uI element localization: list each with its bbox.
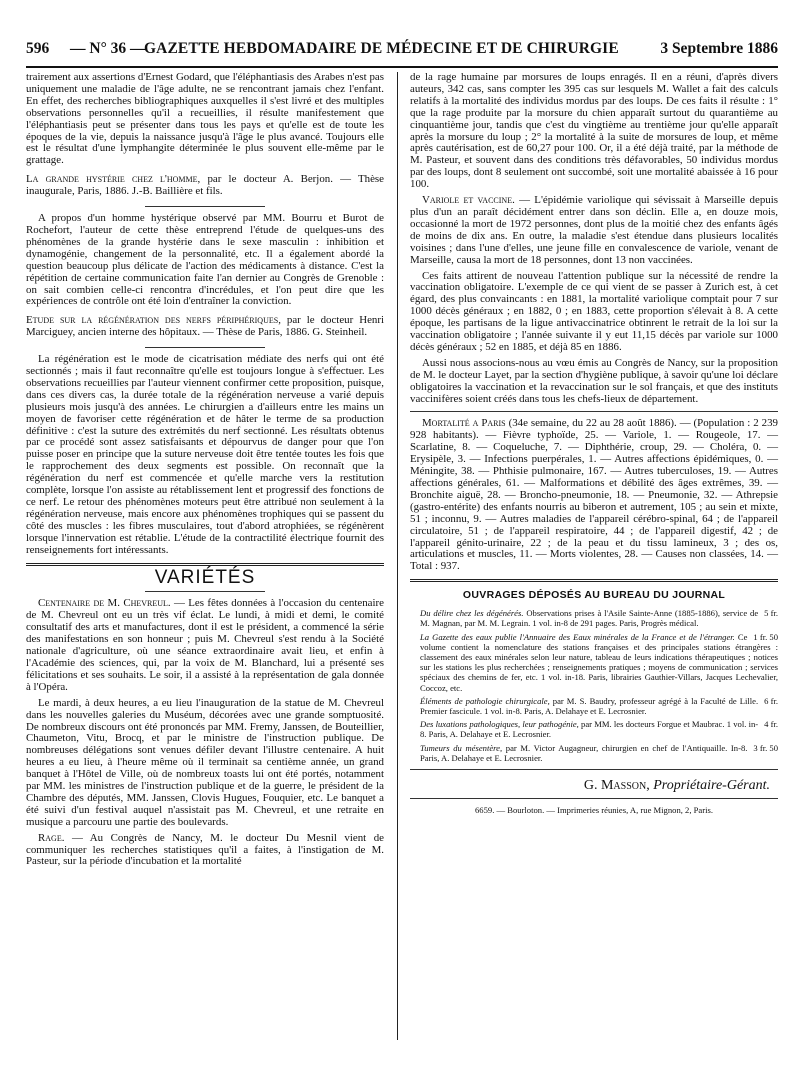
paragraph-congres-nancy: Aussi nous associons-nous au vœu émis au Congrès de Nancy, sur la proposition de M. le docteur Layet, par la section d'hygiène publique, à savoir qu'une loi déclare obligatoires la vaccination et la revaccination sur le sol français, et que des instituts vaccinifères soient créés dans tous les chefs-lieux de département. bbox=[410, 356, 778, 405]
paragraph-regeneration: La régénération est le mode de cicatrisation médiate des nerfs qui ont été sectionnés ; mais il faut reconnaître qu'elle est toujours longue à s'effectuer. Les observations recueillies par l'auteur viennent confirmer cette proposition, puisque, dans ces divers cas, la durée totale de la régénération nerveuse a varié depuis plusieurs mois jusqu'à des années. Le chirurgien a d'ailleurs entre les mains un moyen de favoriser cette régénération et de hâter le terme de sa production définitive : c'est la suture des extrémités du nerf sectionné. Les résultats obtenus par ce procédé sont assez satisfaisants et dépourvus de danger pour que l'on puisse poser en principe que la suture nerveuse doit être tentée toutes les fois que le rapprochement des deux segments est possible. On reconnaît que la régénération du nerf est commencée et qu'elle marche vers la restitution complète, lorsque l'on assiste au rétablissement lent et progressif des fonctions de ce nerf. Le retour des phénomènes moteurs peut être attribué non seulement à la régénération nerveuse, mais encore aux phénomènes trophiques qui se passent du côté des muscles : les fibres musculaires, tout d'abord atrophiées, se régénèrent lorsque l'innervation est rétablie. L'étude de la contractilité électrique fournit des renseignements fort intéressants. bbox=[26, 353, 384, 556]
signature-name: G. Masson, bbox=[583, 778, 650, 793]
paragraph-rage bbox=[26, 833, 384, 869]
separator-rule bbox=[145, 206, 265, 207]
rubric-chevreul: Centenaire de M. Chevreul. bbox=[38, 597, 171, 610]
paragraph-zurich: Ces faits attirent de nouveau l'attention publique sur la nécessité de rendre la vaccination obligatoire. L'exemple de ce qui vient de se passer à Zurich est, à cet égard, des plus convaincants : en 1881, la mortalité variolique comptait pour 7 sur 1000 décès généraux ; en 1882, 0 ; en 1883, cette proportion s'élevait à 8. A cette époque, les partisans de la ligue antivaccinatrice obtinrent le retrait de la loi sur la vaccination obligatoire ; l'année suivante il y eut 11,15 décès par variole sur 1000 décès généraux ; 52 en 1885, et déjà 85 en 1886. bbox=[410, 269, 778, 353]
rubric-mortalite: Mortalité a Paris bbox=[422, 417, 506, 430]
book-entry bbox=[410, 719, 778, 739]
paragraph-mortalite bbox=[410, 418, 778, 573]
column-separator bbox=[397, 72, 398, 1040]
review-marciguey bbox=[26, 315, 384, 339]
book-entry bbox=[410, 696, 778, 716]
paragraph-hysterie: A propos d'un homme hystérique observé par MM. Bourru et Burot de Rochefort, l'auteur de cette thèse entreprend l'étude de quelques-uns des phénomènes de la grande hystérie dans le sexe masculin : inhibition et dynamogénie, changement de la personnalité, etc. Il a également abordé la question beaucoup plus délicate de l'action des médicaments à distance. C'est la répétition de certaine communication faite l'an dernier au Congrès de Grenoble : on sait combien celle-ci rencontra d'incrédules, et l'on peut dire que les expériences de contrôle ont été loin d'entraîner la conviction. bbox=[26, 212, 384, 308]
rubric-rage: Rage. bbox=[38, 831, 65, 844]
signature bbox=[410, 780, 770, 792]
section-title-ouvrages: OUVRAGES DÉPOSÉS AU BUREAU DU JOURNAL bbox=[462, 589, 726, 602]
paragraph-chevreul-mardi: Le mardi, à deux heures, a eu lieu l'inauguration de la statue de M. Chevreul dans les nouvelles galeries du Muséum, décorées avec une grande somptuosité. De nombreux discours ont été prononcés par MM. Fremy, Janssen, de Bouteillier, Chaumeton, Vitu, Brocq, et par le ministre de l'instruction publique. De nombreuses délégations sont venues défiler devant l'illustre centenaire. A huit heures a eu lieu, à l'heure même où il terminait sa centième année, un grand banquet à l'Hôtel de Ville, où de nombreux toasts lui ont été portés, notamment par MM. les ministres de l'instruction publique et de la guerre, le président de la Chambre des députés, MM. Janssen, Clovis Hugues, Fouquier, etc. Le banquet a été suivi d'un festival auquel n'assistait pas M. Chevreul, et une retraite en musique a parcouru une partie des boulevards. bbox=[26, 696, 384, 828]
issue-number: — N° 36 — bbox=[70, 40, 146, 57]
paragraph-elephantiasis: trairement aux assertions d'Ernest Godard, que l'éléphantiasis des Arabes n'est pas uniquement une maladie de l'âge adulte, ne se rencontrant jamais chez l'enfant. En effet, des recherches bibliographiques auxquelles il s'est livré et des multiples observations personnelles qu'il a recueillies, il résulte manifestement que l'éléphantiasis peut se présenter dans tous les pays et qu'elle est de toute les époques de la vie, depuis la naissance jusqu'à l'âge le plus avancé. Toujours elle est le résultat d'une lymphangite déterminée le plus souvent elle-même par le grattage. bbox=[26, 71, 384, 167]
book-details: Observations prises à l'Asile Sainte-Anne (1885-1886), service de M. Magnan, par M. M. Legrain. 1 vol. in-8 de 291 pages. Paris, Progrès médical. bbox=[420, 608, 759, 629]
separator-rule bbox=[145, 591, 265, 592]
paragraph-variole bbox=[410, 195, 778, 266]
review-marciguey-details: par le docteur Henri Marciguey, ancien interne des hôpitaux. — Thèse de Paris, 1886. G. Steinheil. bbox=[26, 314, 384, 339]
paragraph-chevreul bbox=[26, 598, 384, 693]
book-details: par M. Victor Augagneur, chirurgien en chef de l'Antiquaille. In-8. Paris, A. Delahaye et E. Lecrosnier. bbox=[420, 742, 748, 763]
separator-rule bbox=[410, 798, 778, 799]
signature-role: Propriétaire-Gérant. bbox=[649, 778, 770, 793]
text-mortalite: (34e semaine, du 22 au 28 août 1886). — (Population : 2 239 928 habitants). — Fièvre typhoïde, 25. — Variole, 1. — Rougeole, 17. — Scarlatine, 8. — Coqueluche, 7. — Diphthérie, croup, 29. — Choléra, 0. — Erysipèle, 3. — Infections puerpérales, 1. — Autres affections épidémiques, 0. — Méningite, 38. — Phthisie pulmonaire, 167. — Autres tuberculoses, 19. — Autres affections générales, 61. — Malformations et débilité des âges extrêmes, 39. — Bronchite aiguë, 28. — Broncho-pneumonie, 18. — Pneumonie, 32. — Athrepsie (gastro-entérite) des enfants nourris au biberon et autrement, 105 ; au sein et mixte, 51 ; inconnu, 9. — Autres maladies de l'appareil cérébro-spinal, 64 ; de l'appareil circulatoire, 51 ; de l'appareil respiratoire, 44 ; de l'appareil digestif, 42 ; de l'appareil génito-urinaire, 22 ; de la peau et du tissu lamineux, 3 ; des os, articulations et muscles, 11. — Morts violentes, 28. — Causes non classées, 14. — Total : 937. bbox=[410, 417, 778, 573]
book-title: Des luxations pathologiques, leur pathogénie, bbox=[420, 719, 579, 730]
book-list bbox=[410, 608, 778, 763]
separator-rule bbox=[410, 411, 778, 412]
book-price: 6 fr. bbox=[764, 695, 778, 706]
book-title: Du délire chez les dégénérés. bbox=[420, 608, 524, 619]
journal-title: GAZETTE HEBDOMADAIRE DE MÉDECINE ET DE CHIRURGIE bbox=[144, 40, 619, 57]
book-price: 5 fr. bbox=[764, 608, 778, 619]
section-double-rule bbox=[26, 563, 384, 566]
review-berjon bbox=[26, 174, 384, 198]
book-price: 3 fr. 50 bbox=[753, 742, 778, 753]
section-title-varietes: VARIÉTÉS bbox=[154, 566, 256, 588]
text-rage: — Au Congrès de Nancy, M. le docteur Du Mesnil vient de communiquer les recherches statistiques qu'il a faites, à l'instigation de M. Pasteur, sur la période d'incubation et la mortalité bbox=[26, 831, 384, 868]
left-column bbox=[26, 72, 384, 872]
review-berjon-title: La grande hystérie chez l'homme, bbox=[26, 173, 201, 186]
page-header bbox=[26, 34, 778, 64]
book-title: Éléments de pathologie chirurgicale, bbox=[420, 695, 550, 706]
review-marciguey-title: Etude sur la régénération des nerfs périphériques, bbox=[26, 314, 281, 327]
book-details: par MM. les docteurs Forgue et Maubrac. 1 vol. in-8. Paris, A. Delahaye et E. Lecrosnier. bbox=[420, 719, 759, 740]
text-chevreul: — Les fêtes données à l'occasion du centenaire de M. Chevreul ont eu un très vif éclat. Le lundi, à midi et demi, le comité consultatif des arts et manufactures, dont il est le président, a commencé la série des manifestations en son honneur ; puis M. Chevreul s'est rendu à la Société nationale d'agriculture, où une séance extraordinaire avait lieu, et enfin à l'Académie des sciences, qui, par la voix de M. Blanchard, lui a présenté ses félicitations et ses souhaits. Le soir, il a assisté à la représentation de gala donnée à l'Opéra. bbox=[26, 597, 384, 693]
review-berjon-details: par le docteur A. Berjon. — Thèse inaugurale, Paris, 1886. J.-B. Baillière et fils. bbox=[26, 173, 384, 198]
book-price: 4 fr. bbox=[764, 719, 778, 730]
book-title: La Gazette des eaux publie l'Annuaire des Eaux minérales de la France et de l'étranger. bbox=[420, 631, 735, 642]
section-double-rule bbox=[410, 579, 778, 582]
separator-rule bbox=[145, 347, 265, 348]
issue-date: 3 Septembre 1886 bbox=[660, 40, 778, 57]
book-details: Ce volume contient la nomenclature des stations françaises et des principales stations étrangères : classement des eaux minérales selon leur nature, tableau de leurs indications thérapeutiques ; notices sur les stations les plus recherchées ; renseignements pratiques ; moyens de communication ; services spéciaux des chemins de fer, etc. 1 vol. in-18. Paris, librairies Gauthier-Villars, Jacques Lechevalier, Coccoz, etc. bbox=[420, 631, 778, 693]
separator-rule bbox=[410, 769, 778, 770]
book-details: par M. S. Baudry, professeur agrégé à la Faculté de Lille. Premier fascicule. 1 vol. in-8. Paris, A. Delahaye et E. Lecrosnier. bbox=[420, 695, 759, 716]
newspaper-page bbox=[26, 0, 778, 1087]
book-entry bbox=[410, 632, 778, 693]
book-entry bbox=[410, 608, 778, 628]
book-price: 1 fr. 50 bbox=[753, 631, 778, 642]
rubric-variole: Variole et vaccine. bbox=[422, 194, 515, 207]
book-title: Tumeurs du mésentère, bbox=[420, 742, 503, 753]
book-entry bbox=[410, 743, 778, 763]
paragraph-rage-suite: de la rage humaine par morsures de loups enragés. Il en a réuni, d'après divers auteurs, 342 cas, sans compter les 395 cas sur lesquels M. Wallet a fait des calculs relatifs à la mortalité des individus mordus par des loups. De ces faits il résulte : 1° que la rage produite par la morsure du chien apparaît surtout du quarantième au cinquantième jour, tandis que c'est du vingtième au trentième jour qu'elle apparaît après la morsure du loup ; 2° la mortalité à la suite de morsures de loup, et même après cautérisation, est de 60,27 pour 100. Or, il a été déjà traité, par la méthode de M. Pasteur, et souvent dans des conditions très défavorables, 50 individus mordus par des loups, dont 8 seulement ont succombé, soit une mortalité abaissée à 16 pour 100. bbox=[410, 71, 778, 191]
header-rule bbox=[26, 66, 778, 68]
right-column bbox=[410, 72, 778, 817]
printer-imprint: 6659. — Bourloton. — Imprimeries réunies, A, rue Mignon, 2, Paris. bbox=[475, 804, 713, 815]
text-variole: — L'épidémie variolique qui sévissait à Marseille depuis plus d'un an paraît décidément entrer dans son déclin. Elle a, en douze mois, occasionné la mort de 1972 personnes, dont plus de la moitié chez des enfants âgés de moins de dix ans. En outre, la maladie s'est étendue dans plusieurs localités voisines ; dans l'une d'elles, une jeune fille en convalescence de variole, venant de Marseille, causa la mort de 18 personnes, dont 13 non vaccinées. bbox=[410, 194, 778, 266]
page-number: 596 bbox=[26, 40, 50, 57]
